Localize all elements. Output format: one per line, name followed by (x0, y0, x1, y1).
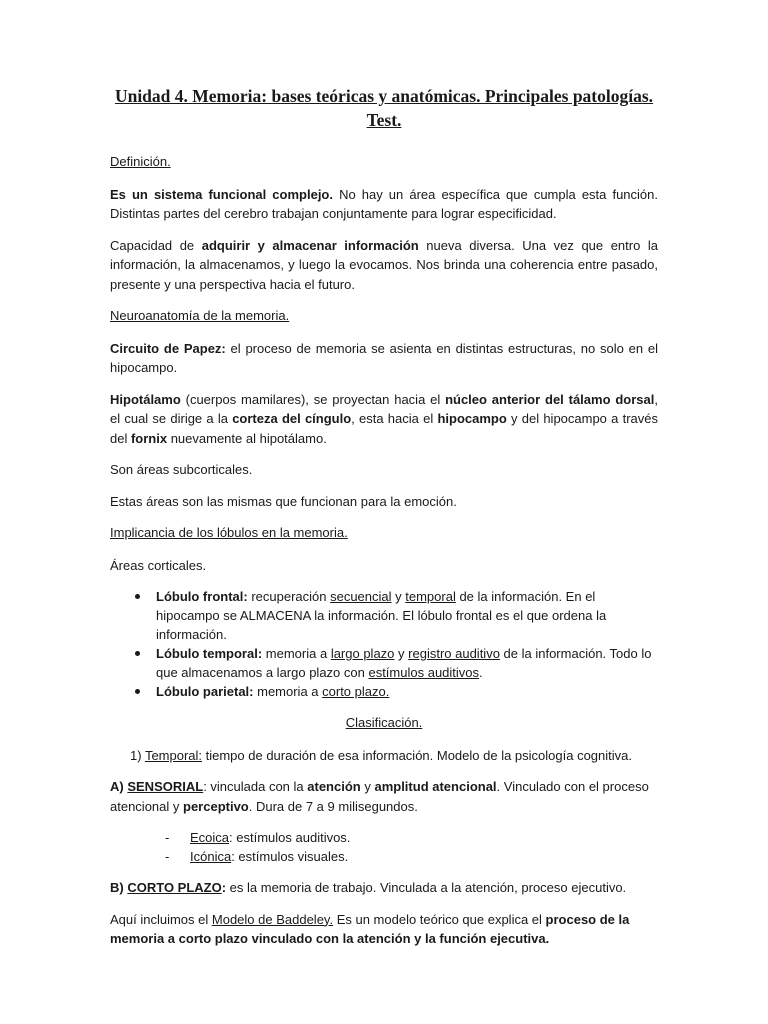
paragraph-hipotalamo (110, 390, 658, 449)
text: de la información. Todo lo que almacenamos a largo plazo con (156, 646, 652, 680)
lobulos-list (110, 587, 658, 701)
underlined-text: temporal (405, 589, 456, 604)
underlined-text: estímulos auditivos (368, 665, 480, 680)
list-item-iconica (190, 847, 658, 866)
underlined-text: corto plazo. (322, 684, 390, 699)
bold-text: perceptivo (183, 798, 249, 814)
bold-text: Hipotálamo (110, 391, 181, 407)
text: nuevamente al hipotálamo. (167, 430, 327, 446)
text: tiempo de duración de esa información. Modelo de la psicología cognitiva. (202, 747, 632, 763)
text: 1) (130, 747, 145, 763)
text: y (391, 589, 406, 604)
bold-text: atención (307, 779, 361, 794)
bold-text: Lóbulo parietal: (156, 684, 254, 699)
text: recuperación (247, 589, 331, 604)
underlined-text: largo plazo (330, 646, 395, 661)
text: el proceso de memoria se asienta en distintas estructuras, no solo en el hipocampo. (110, 340, 658, 375)
document-body (110, 84, 658, 961)
text: memoria a (262, 646, 331, 661)
bold-text: proceso de la memoria a corto plazo vinculado con la atención y la función ejecutiva. (110, 911, 630, 946)
bold-text: amplitud atencional (374, 779, 497, 794)
paragraph-corto-plazo (110, 878, 658, 898)
list-item-lobulo-frontal (156, 587, 658, 644)
text: : estímulos visuales. (231, 849, 349, 864)
underlined-text: Modelo de Baddeley. (211, 911, 334, 927)
underlined-text: registro auditivo (408, 646, 500, 661)
underlined-text: Temporal: (144, 747, 203, 763)
paragraph-papez (110, 339, 658, 378)
bold-text: B) (110, 880, 128, 895)
underlined-text: SENSORIAL (127, 779, 204, 794)
bold-text: Es un sistema funcional complejo. (110, 186, 333, 202)
text: , el cual se dirige a la (110, 391, 658, 426)
text: nueva diversa. Una vez que entro la información, la almacenamos, y luego la evocamos. Nos brinda una coherencia entre pasado, presente y una perspectiva hacia el futuro. (110, 237, 658, 292)
text: Aquí incluimos el (110, 911, 212, 927)
paragraph-sensorial (110, 777, 658, 816)
sensorial-list (110, 828, 658, 866)
text: y (360, 779, 375, 794)
list-item-ecoica (190, 828, 658, 847)
text: , esta hacia el (351, 411, 438, 426)
text: . Vinculado con el proceso atencional y (110, 779, 649, 814)
paragraph-baddeley (110, 910, 658, 949)
bold-text: hipocampo (437, 411, 507, 426)
text: . (479, 665, 483, 680)
paragraph-areas-corticales: Áreas corticales. (110, 557, 207, 573)
list-item-lobulo-parietal (156, 682, 658, 701)
text: de la información. En el hipocampo se ALMACENA la información. El lóbulo frontal es el que ordena la información. (156, 589, 607, 642)
paragraph-definicion-1 (110, 185, 658, 224)
underlined-text: Icónica (190, 849, 232, 864)
text: : vinculada con la (203, 779, 308, 794)
text: es la memoria de trabajo. Vinculada a la atención, proceso ejecutivo. (226, 880, 627, 895)
page-title: Unidad 4. Memoria: bases teóricas y anatómicas. Principales patologías. Test. (114, 86, 654, 130)
text: : estímulos auditivos. (229, 830, 351, 845)
bold-text: fornix (130, 430, 168, 446)
paragraph-emocion: Estas áreas son las mismas que funcionan para la emoción. (110, 493, 457, 509)
paragraph-subcorticales: Son áreas subcorticales. (110, 462, 253, 477)
underlined-text: secuencial (330, 589, 392, 604)
heading-lobulos: Implicancia de los lóbulos en la memoria. (110, 525, 348, 540)
bold-text: : (221, 880, 227, 895)
bold-text: Circuito de Papez: (110, 340, 226, 356)
heading-clasificacion: Clasificación. (345, 715, 423, 730)
underlined-text: Ecoica (190, 830, 230, 845)
bold-text: Lóbulo frontal: (156, 589, 248, 604)
text: Es un modelo teórico que explica el (333, 911, 546, 927)
paragraph-temporal (110, 746, 658, 766)
underlined-text: CORTO PLAZO (127, 880, 222, 895)
bold-text: adquirir y almacenar información (201, 237, 419, 253)
list-item-lobulo-temporal (156, 644, 658, 682)
bold-text: Lóbulo temporal: (156, 646, 263, 661)
bold-text: núcleo anterior del tálamo dorsal (445, 391, 655, 407)
text: memoria a (253, 684, 323, 699)
paragraph-definicion-2 (110, 236, 658, 295)
bold-text: A) (110, 779, 128, 794)
bold-text: corteza del cíngulo (232, 411, 352, 426)
text: Capacidad de (110, 237, 202, 253)
text: y (394, 646, 409, 661)
text: (cuerpos mamilares), se proyectan hacia el (180, 391, 446, 407)
heading-neuroanatomia: Neuroanatomía de la memoria. (110, 308, 290, 323)
text: . Dura de 7 a 9 milisegundos. (248, 798, 418, 814)
text: y del hipocampo a través del (110, 411, 658, 446)
text: No hay un área específica que cumpla esta función. Distintas partes del cerebro trabajan conjuntamente para lograr especificidad. (110, 186, 658, 221)
heading-definicion: Definición. (110, 154, 171, 169)
